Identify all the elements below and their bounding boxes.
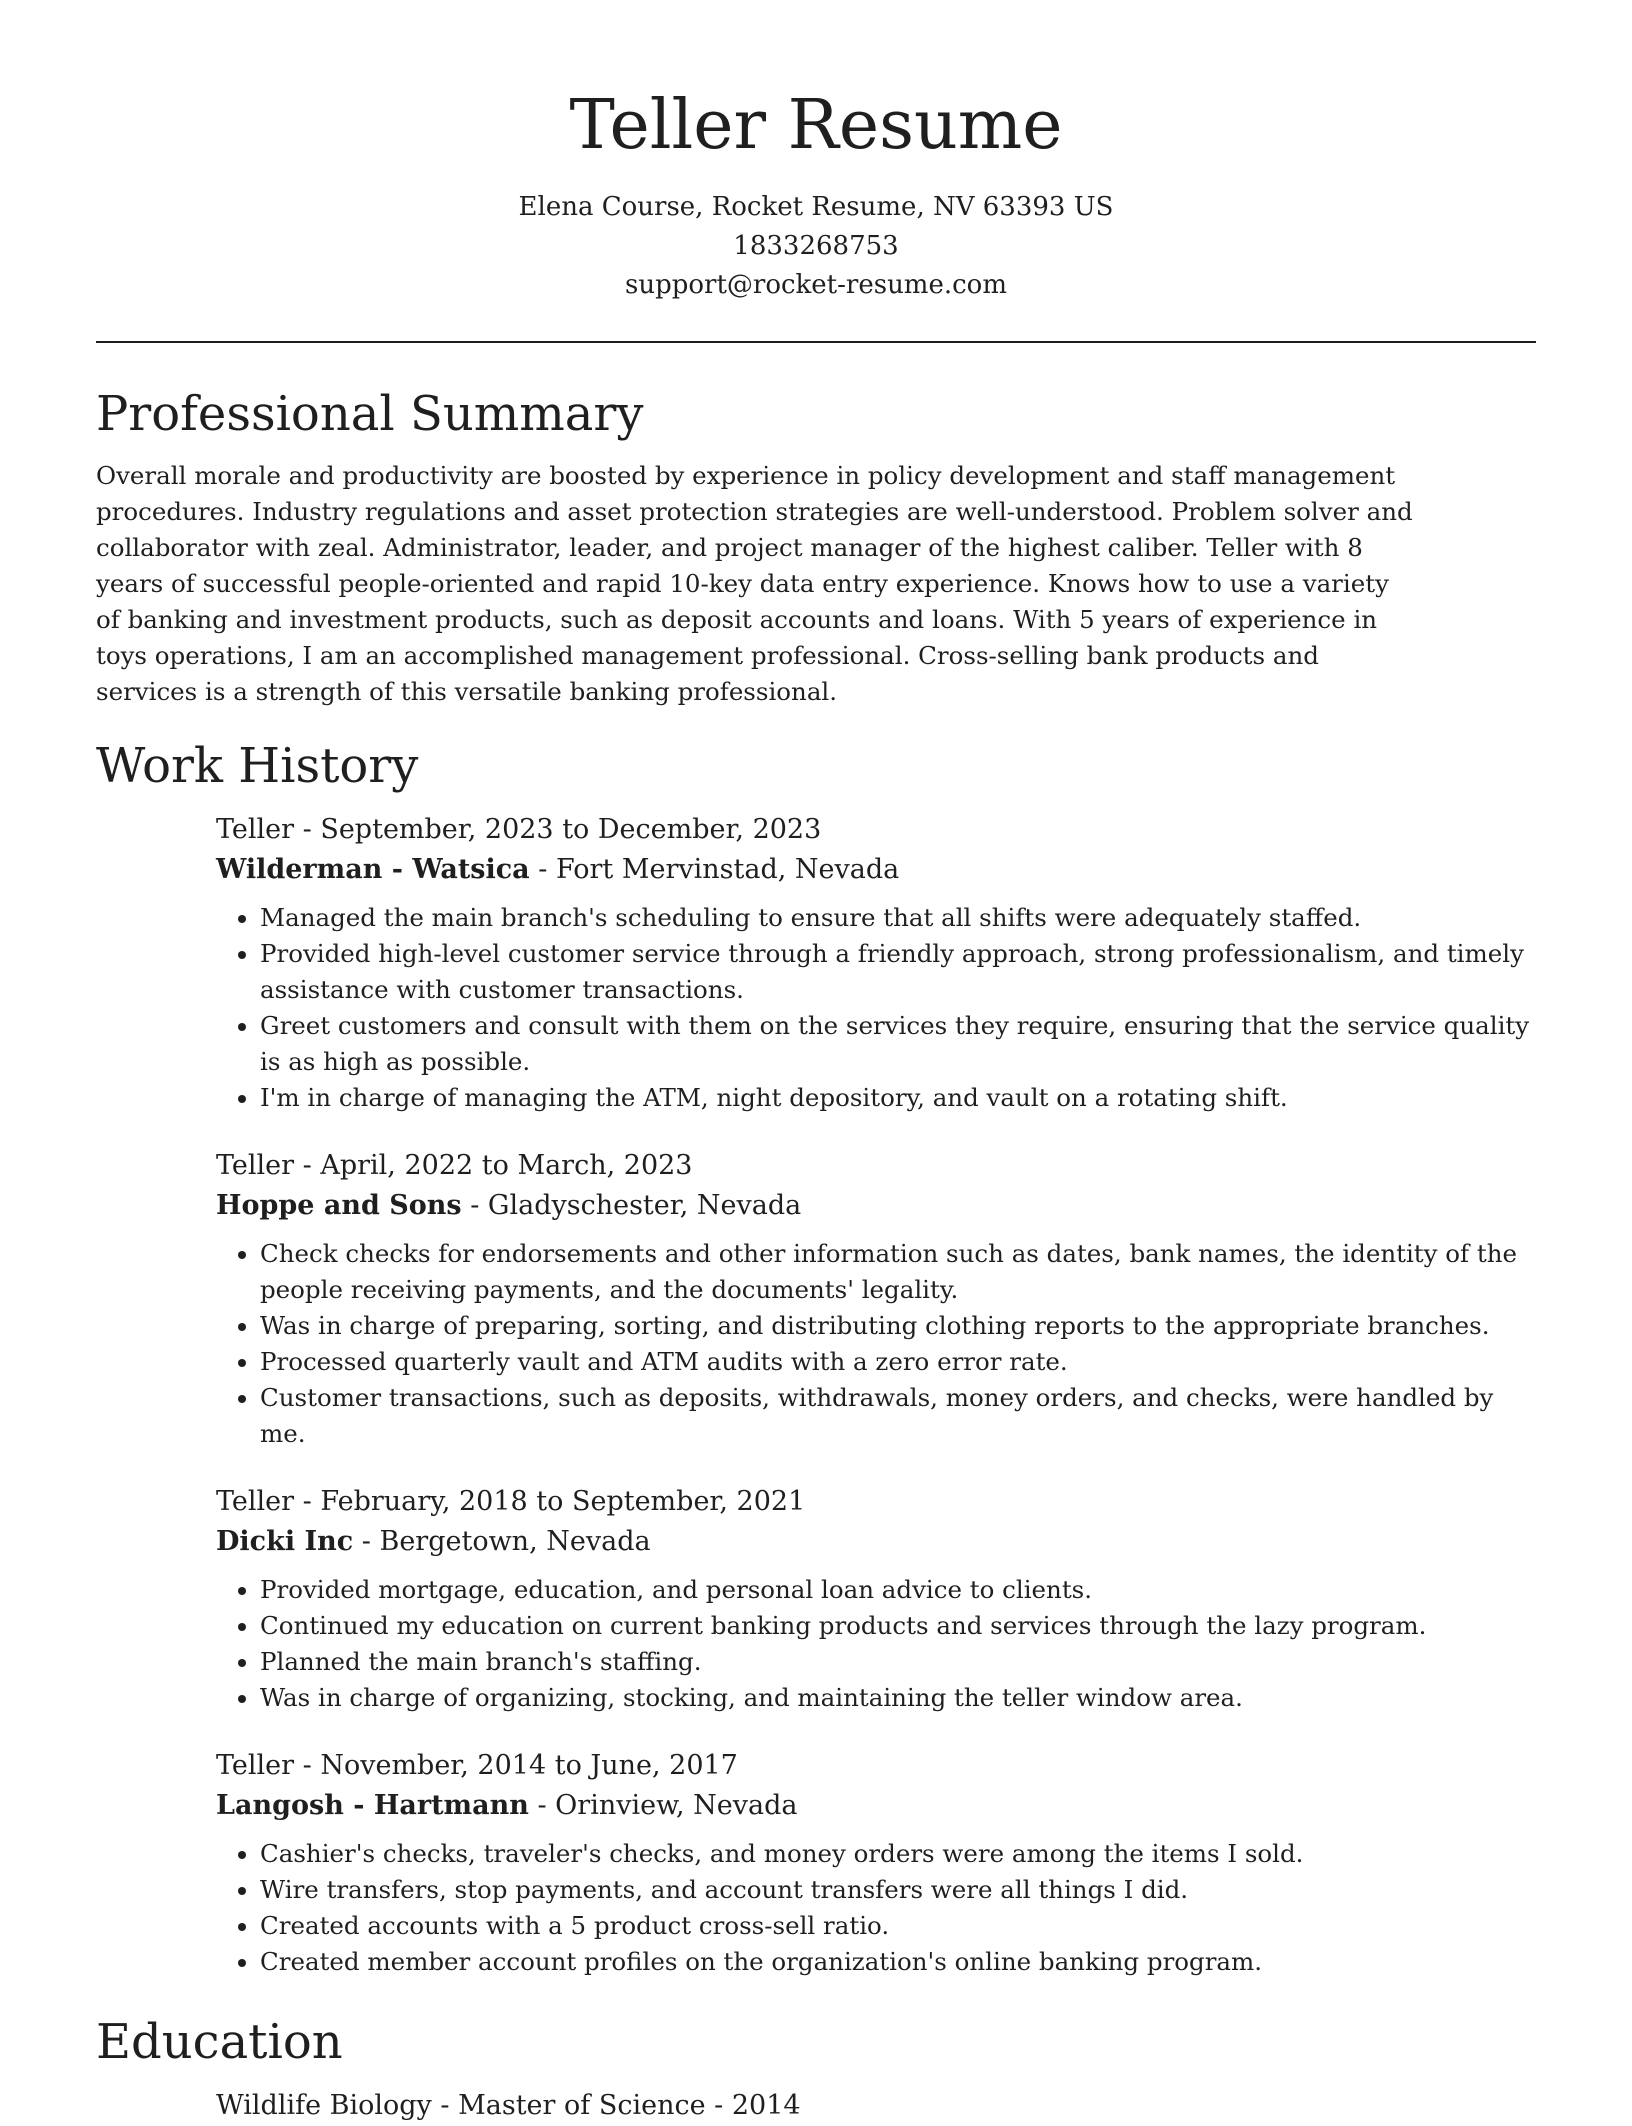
job-entry (216, 1482, 1536, 1716)
job-company: Dicki Inc (216, 1526, 354, 1557)
education-section (96, 2010, 1536, 2126)
job-list (216, 810, 1536, 1980)
education-list (216, 2086, 1536, 2126)
list-item: • Provided mortgage, education, and personal loan advice to clients. (260, 1572, 1536, 1608)
job-title: Teller - February, 2018 to September, 2021 (216, 1486, 806, 1517)
job-company: Hoppe and Sons (216, 1190, 462, 1221)
job-company: Wilderman - Watsica (216, 854, 530, 885)
list-item: • Wire transfers, stop payments, and account transfers were all things I did. (260, 1872, 1536, 1908)
contact-address: Elena Course, Rocket Resume, NV 63393 US (518, 192, 1114, 222)
job-company-line (216, 850, 1536, 890)
contact-email: support@rocket-resume.com (624, 270, 1007, 300)
job-company: Langosh - Hartmann (216, 1790, 529, 1821)
job-entry (216, 1746, 1536, 1980)
job-title: Teller - April, 2022 to March, 2023 (216, 1150, 693, 1181)
list-item: • Created accounts with a 5 product cross-sell ratio. (260, 1908, 1536, 1944)
resume-title: Teller Resume (569, 86, 1063, 165)
list-item: • Continued my education on current banking products and services through the lazy program. (260, 1608, 1536, 1644)
education-entry: Wildlife Biology - Master of Science - 2014 (216, 2090, 801, 2121)
list-item: • Managed the main branch's scheduling to ensure that all shifts were adequately staffed. (260, 900, 1536, 936)
job-entry (216, 810, 1536, 1116)
resume-header (0, 0, 1632, 305)
list-item: • Was in charge of preparing, sorting, and distributing clothing reports to the appropriate branches. (260, 1308, 1536, 1344)
work-history-section (96, 734, 1536, 1980)
job-bullets (216, 1236, 1536, 1452)
job-company-line (216, 1786, 1536, 1826)
job-location: - Orinview, Nevada (528, 1790, 798, 1821)
list-item: • Processed quarterly vault and ATM audits with a zero error rate. (260, 1344, 1536, 1380)
list-item: • Was in charge of organizing, stocking, and maintaining the teller window area. (260, 1680, 1536, 1716)
resume-body (96, 382, 1536, 2126)
job-location: - Fort Mervinstad, Nevada (529, 854, 900, 885)
list-item: • Provided high-level customer service through a friendly approach, strong professionalism, and timely assistance with customer transactions. (260, 936, 1536, 1008)
list-item: • Greet customers and consult with them on the services they require, ensuring that the service quality is as high as possible. (260, 1008, 1536, 1080)
summary-section (96, 382, 1536, 710)
list-item: • Check checks for endorsements and other information such as dates, bank names, the identity of the people receiving payments, and the documents' legality. (260, 1236, 1536, 1308)
contact-phone: 1833268753 (733, 231, 899, 261)
summary-heading: Professional Summary (96, 386, 644, 442)
summary-text: Overall morale and productivity are boosted by experience in policy development and staff management procedures. Industry regulations and asset protection strategies are well-understood. Problem solver and collaborator with zeal. Administrator, leader, and project manager of the highest caliber. Teller with 8 years of successful people-oriented and rapid 10-key data entry experience. Knows how to use a variety of banking and investment products, such as deposit accounts and loans. With 5 years of experience in toys operations, I am an accomplished management professional. Cross-selling bank products and services is a strength of this versatile banking professional. (96, 461, 1413, 706)
job-company-line (216, 1186, 1536, 1226)
job-bullets (216, 1836, 1536, 1980)
list-item: • Planned the main branch's staffing. (260, 1644, 1536, 1680)
job-title: Teller - September, 2023 to December, 2023 (216, 814, 822, 845)
job-location: - Bergetown, Nevada (353, 1526, 651, 1557)
list-item: • Cashier's checks, traveler's checks, and money orders were among the items I sold. (260, 1836, 1536, 1872)
education-heading: Education (96, 2014, 343, 2070)
list-item: • I'm in charge of managing the ATM, night depository, and vault on a rotating shift. (260, 1080, 1536, 1116)
work-history-heading: Work History (96, 738, 419, 794)
job-bullets (216, 900, 1536, 1116)
job-entry (216, 1146, 1536, 1452)
job-bullets (216, 1572, 1536, 1716)
job-location: - Gladyschester, Nevada (461, 1190, 802, 1221)
list-item: • Created member account profiles on the organization's online banking program. (260, 1944, 1536, 1980)
contact-info (0, 188, 1632, 305)
job-title: Teller - November, 2014 to June, 2017 (216, 1750, 738, 1781)
header-divider (96, 341, 1536, 343)
list-item: • Customer transactions, such as deposits, withdrawals, money orders, and checks, were handled by me. (260, 1380, 1536, 1452)
job-company-line (216, 1522, 1536, 1562)
